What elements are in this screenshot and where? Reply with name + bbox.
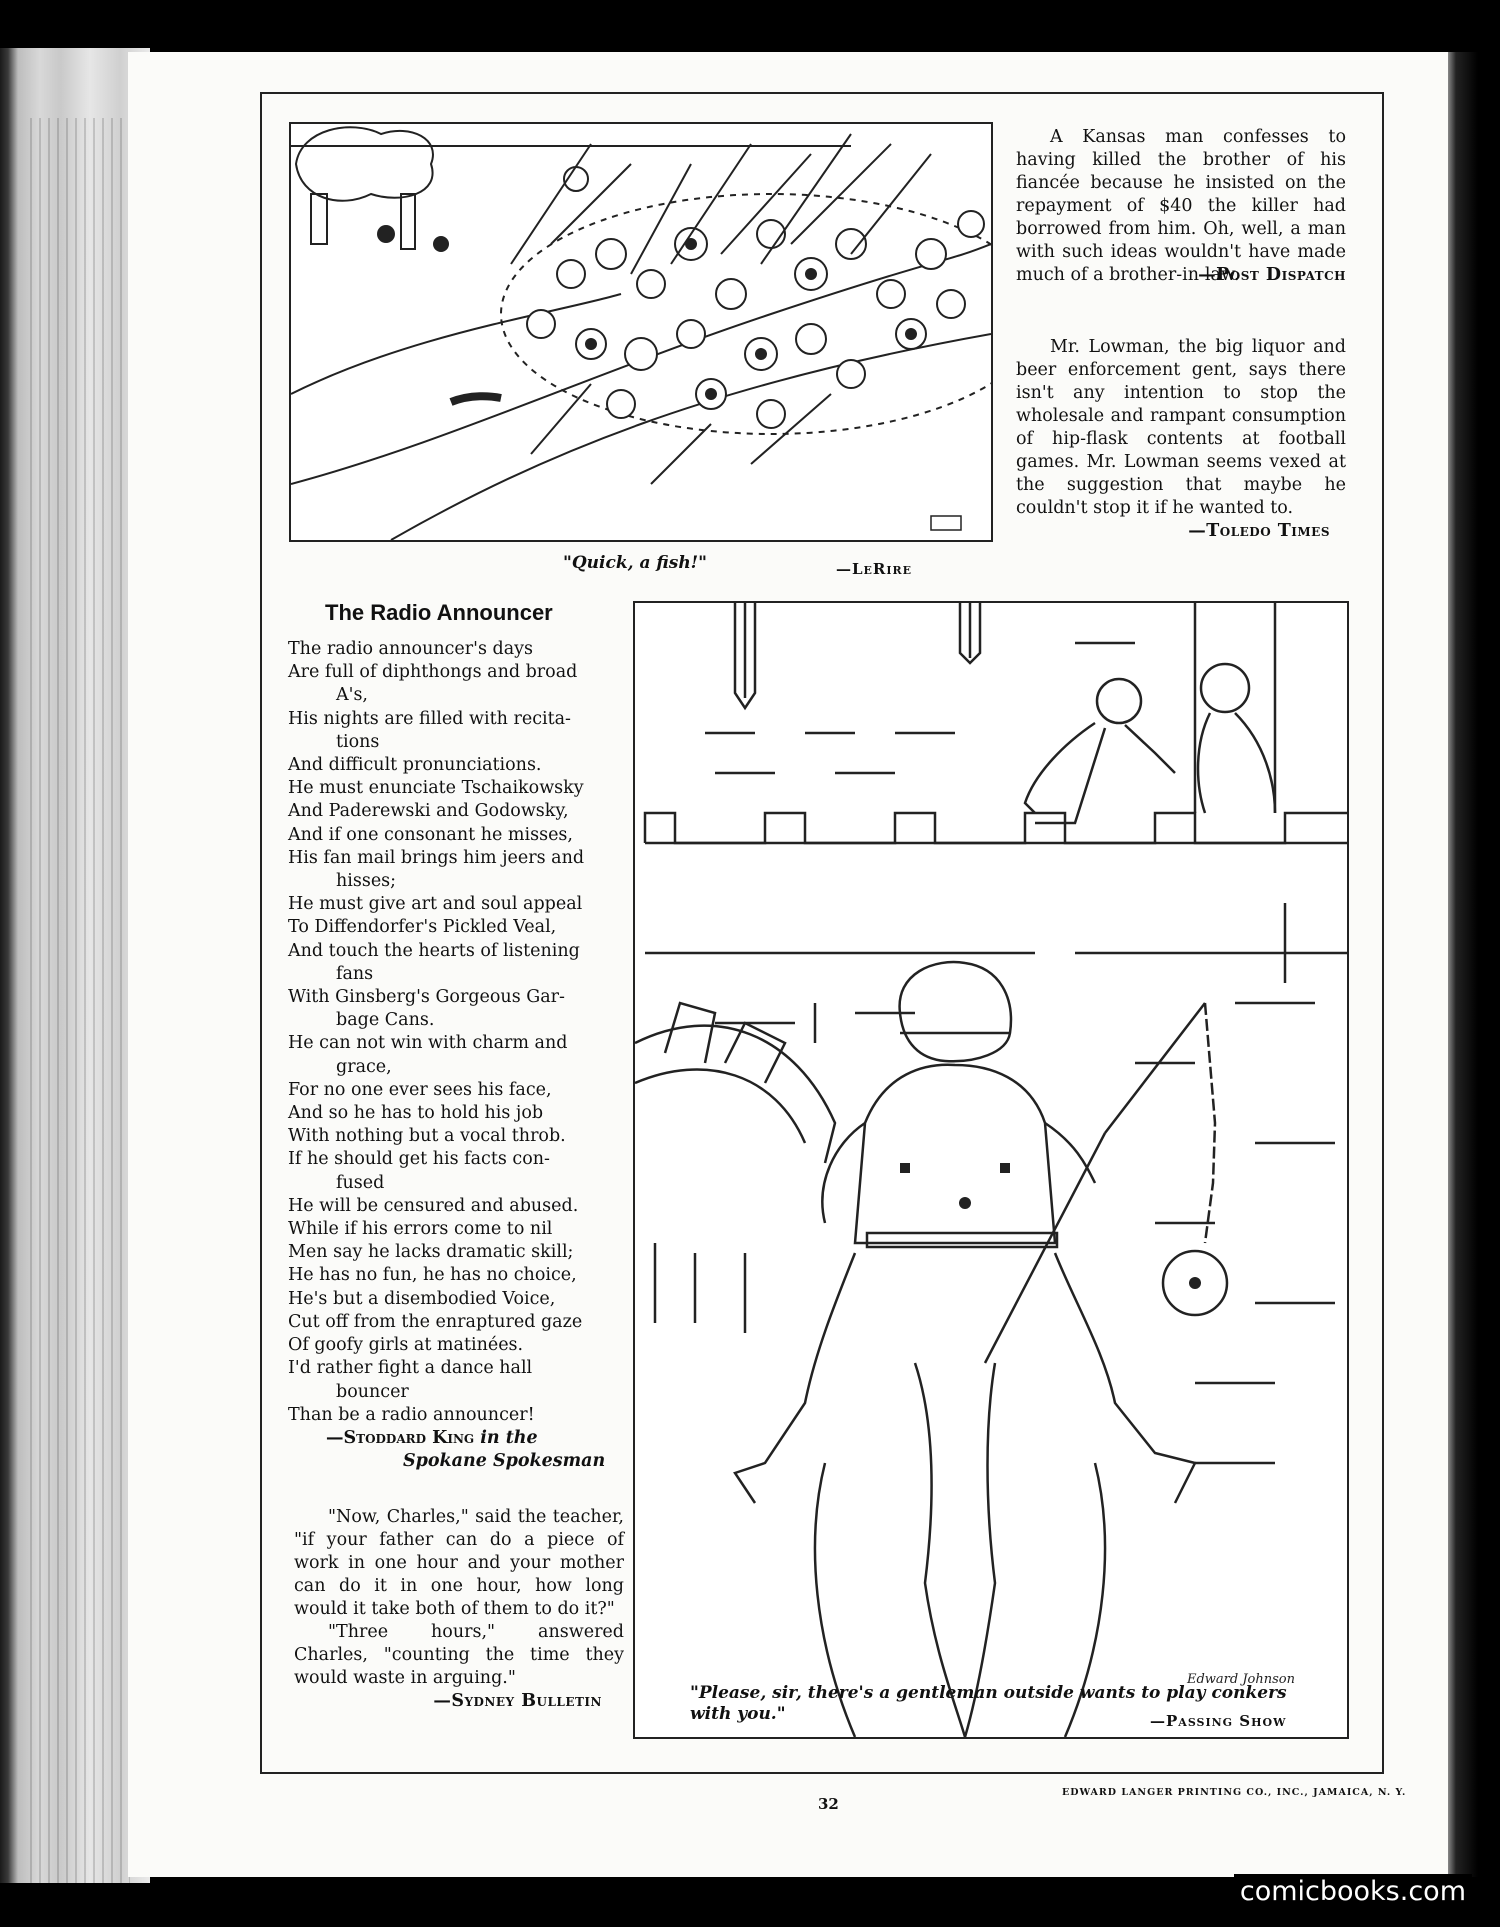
kansas-joke-source: —Post Dispatch <box>1198 265 1346 285</box>
knight-cartoon-credit: —Passing Show <box>1150 1712 1287 1730</box>
poem-line: He will be censured and abused. <box>288 1195 579 1216</box>
knight-cartoon <box>633 601 1349 1739</box>
poem-line: He must give art and soul appeal <box>288 894 583 915</box>
kansas-joke-text: A Kansas man confesses to having killed the brother of his fiancée because he insisted on the repayment of $40 the killer had borrowed from him. Oh, well, a man with such ideas wouldn't have made much of a brother-in-law. <box>1016 127 1346 285</box>
charles-joke-para2: "Three hours," answered Charles, "counting the time they would waste in arguing." <box>294 1622 624 1688</box>
poem-line: fused <box>336 1172 385 1193</box>
charles-joke <box>294 1506 624 1713</box>
poem-line: With nothing but a vocal throb. <box>288 1126 566 1147</box>
lowman-joke-source: —Toledo Times <box>1188 521 1330 541</box>
poem-line: And so he has to hold his job <box>288 1103 544 1124</box>
poem-line: He has no fun, he has no choice, <box>288 1265 577 1286</box>
poem-line: tions <box>336 731 380 752</box>
poem-line: Of goofy girls at matinées. <box>288 1335 524 1356</box>
poem-line: And if one consonant he misses, <box>288 824 573 845</box>
poem-line: His fan mail brings him jeers and <box>288 847 585 868</box>
poem-line: Men say he lacks dramatic skill; <box>288 1242 574 1263</box>
poem-line: His nights are filled with recita- <box>288 708 571 729</box>
poem-line: He can not win with charm and <box>288 1033 568 1054</box>
artist-signature: Edward Johnson <box>1186 1672 1295 1687</box>
kansas-joke <box>1016 126 1346 287</box>
site-watermark: comicbooks.com <box>1234 1874 1472 1909</box>
poem-line: With Ginsberg's Gorgeous Gar- <box>288 987 565 1008</box>
top-cartoon-credit: —LeRire <box>836 560 913 578</box>
poem-line: Cut off from the enraptured gaze <box>288 1311 583 1332</box>
lowman-joke <box>1016 336 1346 543</box>
poem-line: I'd rather fight a dance hall <box>288 1358 533 1379</box>
poem-attribution-author: —Stoddard King in the <box>326 1427 538 1448</box>
top-cartoon-caption: "Quick, a fish!" <box>563 553 707 573</box>
book-right-edge <box>1448 52 1500 1877</box>
poem-line: If he should get his facts con- <box>288 1149 550 1170</box>
printer-imprint: EDWARD LANGER PRINTING CO., INC., JAMAICA, N. Y. <box>1062 1787 1407 1798</box>
lowman-joke-text: Mr. Lowman, the big liquor and beer enforcement gent, says there isn't any intention to stop the wholesale and rampant consumption of hip-flask contents at football games. Mr. Lowman seems vexed at the suggestion that maybe he couldn't stop it if he wanted to. <box>1016 337 1346 518</box>
poem-attribution-paper: Spokane Spokesman <box>403 1451 606 1472</box>
poem-title: The Radio Announcer <box>325 600 553 625</box>
poem-line: Than be a radio announcer! <box>288 1404 535 1425</box>
page-number: 32 <box>818 1795 839 1813</box>
poem-line: bouncer <box>336 1381 409 1402</box>
poem-line: And difficult pronunciations. <box>288 755 542 776</box>
poem-line: And Paderewski and Godowsky, <box>288 801 569 822</box>
poem-line: And touch the hearts of listening <box>288 940 580 961</box>
poem-line: For no one ever sees his face, <box>288 1079 552 1100</box>
poem-line: A's, <box>336 685 368 706</box>
poem-line: fans <box>336 963 374 984</box>
charles-joke-source: —Sydney Bulletin <box>433 1691 602 1711</box>
poem-line: bage Cans. <box>336 1010 435 1031</box>
poem-line: grace, <box>336 1056 392 1077</box>
poem-line: He's but a disembodied Voice, <box>288 1288 556 1309</box>
fishing-crowd-cartoon <box>289 122 993 542</box>
poem-line: He must enunciate Tschaikowsky <box>288 778 584 799</box>
poem-body <box>288 638 623 1473</box>
charles-joke-para1: "Now, Charles," said the teacher, "if your father can do a piece of work in one hour and your mother can do it in one hour, how long would it take both of them to do it?" <box>294 1507 624 1619</box>
poem-line: Are full of diphthongs and broad <box>288 662 578 683</box>
poem-line: The radio announcer's days <box>288 639 533 659</box>
poem-line: While if his errors come to nil <box>288 1219 553 1240</box>
knight-cartoon-caption: "Please, sir, there's a gentleman outside wants to play conkers with you." <box>690 1683 1287 1724</box>
poem-line: To Diffendorfer's Pickled Veal, <box>288 917 557 938</box>
poem-line: hisses; <box>336 871 397 892</box>
